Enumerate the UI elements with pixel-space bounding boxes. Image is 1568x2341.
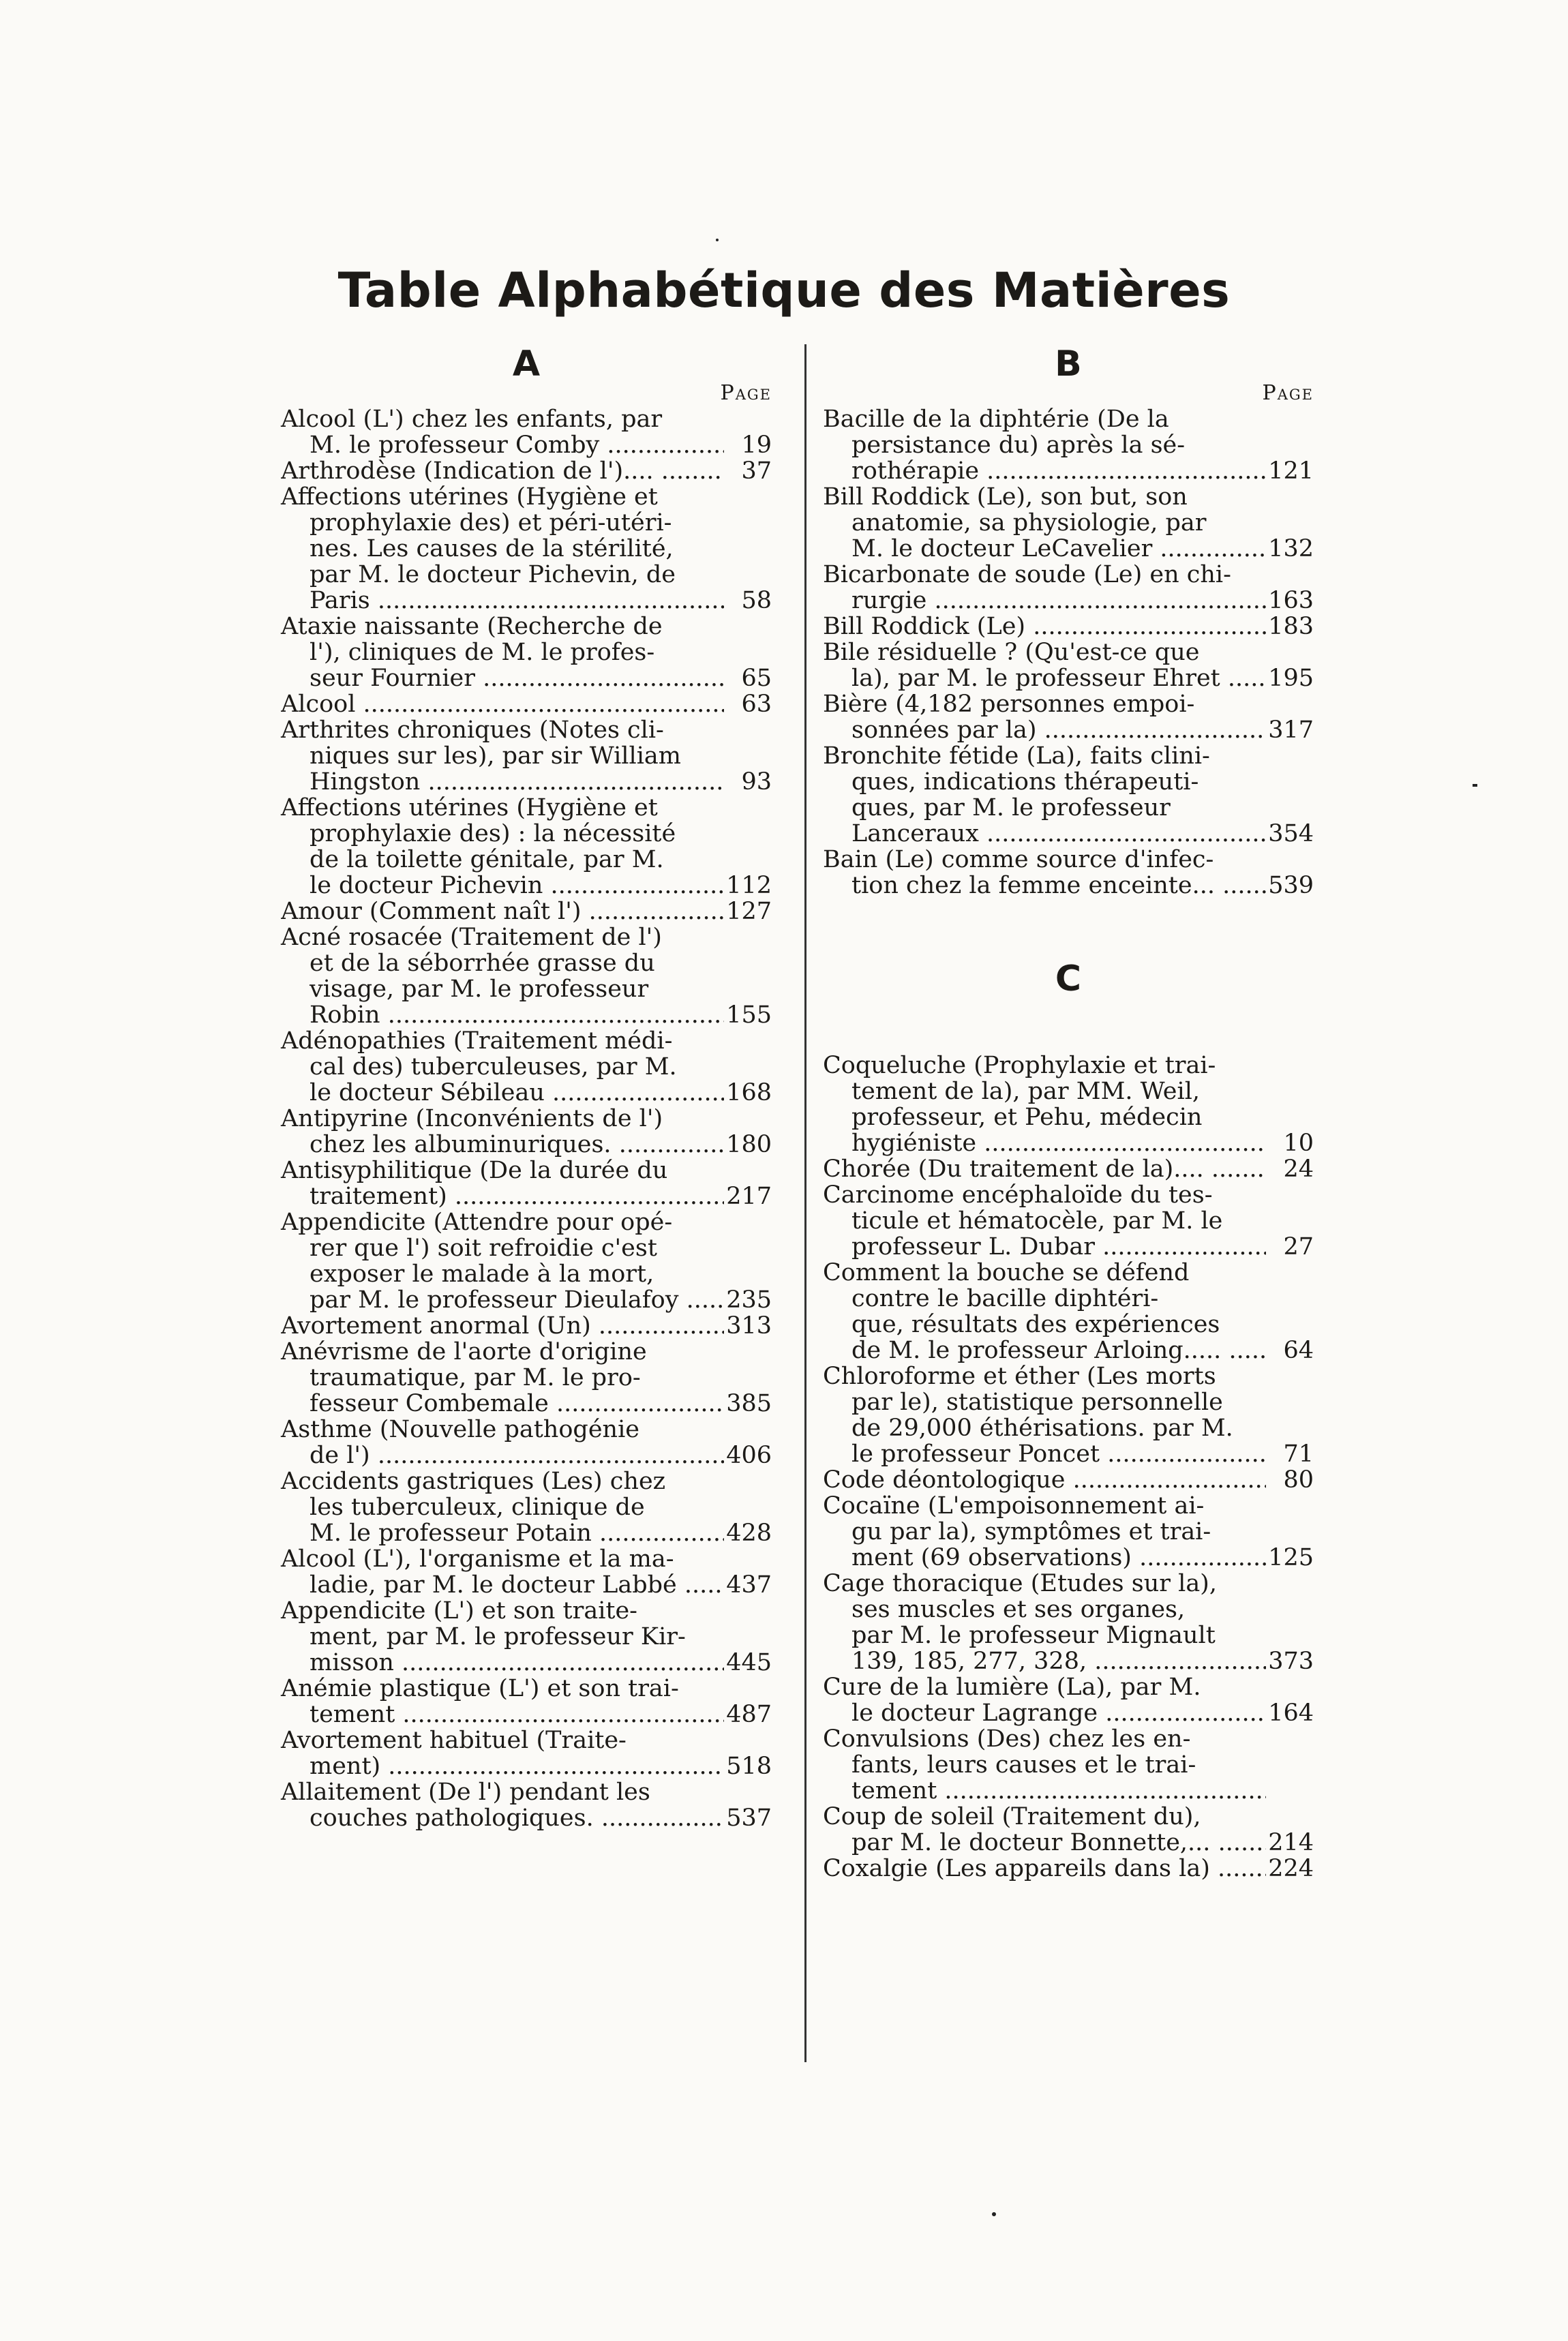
entry-text-line: Appendicite (L') et son traite-: [281, 1597, 638, 1625]
entry-text-line: ladie, par M. le docteur Labbé .....: [281, 1572, 724, 1598]
entry-text-line: Chorée (Du traitement de la).... .....: [823, 1156, 1266, 1182]
entry-text-line: Alcool (L') chez les enfants, par: [281, 406, 663, 433]
entry-text-line: Convulsions (Des) chez les en-: [823, 1725, 1191, 1753]
index-entry: [823, 1182, 1314, 1260]
entry-text-line: Lanceraux .....: [823, 821, 1266, 847]
entry-text-line: misson .....: [281, 1650, 724, 1676]
index-entry: [281, 1028, 772, 1106]
entry-text-line: traumatique, par M. le pro-: [310, 1364, 641, 1391]
index-entry: [823, 1467, 1314, 1493]
entry-text-line: ment (69 observations) .....: [823, 1545, 1266, 1571]
index-entry: [281, 484, 772, 614]
entry-text-line: persistance du) après la sé-: [851, 432, 1186, 459]
entry-text-line: Bill Roddick (Le) .....: [823, 614, 1266, 639]
entry-page-number: 132: [1268, 535, 1314, 562]
entry-text-line: ticule et hématocèle, par M. le: [851, 1207, 1223, 1235]
entry-page-number: 37: [741, 457, 772, 485]
entry-text-line: exposer le malade à la mort,: [310, 1260, 654, 1288]
entry-text-line: Chloroforme et éther (Les morts: [823, 1363, 1216, 1390]
entry-text-line: Adénopathies (Traitement médi-: [281, 1027, 673, 1055]
entry-page-number: 217: [726, 1183, 772, 1210]
page-column-header: Page: [720, 381, 772, 405]
entry-page-number: 537: [726, 1804, 772, 1832]
index-entry: [823, 1156, 1314, 1182]
entry-text-line: Coxalgie (Les appareils dans la) .....: [823, 1856, 1266, 1882]
section-letter-a: A: [512, 344, 541, 384]
entry-text-line: Affections utérines (Hygiène et: [281, 483, 658, 511]
entry-text-line: seur Fournier .....: [281, 665, 724, 691]
entry-page-number: 163: [1268, 587, 1314, 614]
entry-text-line: Ataxie naissante (Recherche de: [281, 613, 663, 640]
index-entry: [281, 1779, 772, 1831]
entry-text-line: Acné rosacée (Traitement de l'): [281, 924, 662, 951]
index-entry: [281, 1209, 772, 1313]
entry-text-line: M. le docteur LeCavelier .....: [823, 536, 1266, 562]
entry-page-number: 164: [1268, 1700, 1314, 1727]
entry-text-line: le professeur Poncet .....: [823, 1441, 1266, 1467]
entry-page-number: 445: [726, 1649, 772, 1676]
index-entry: [281, 1468, 772, 1546]
entry-text-line: 139, 185, 277, 328, .....: [823, 1648, 1266, 1674]
entry-text-line: Hingston .....: [281, 769, 724, 795]
entry-page-number: 10: [1283, 1130, 1314, 1157]
entry-text-line: fesseur Combemale .....: [281, 1391, 724, 1417]
entry-page-number: 373: [1268, 1648, 1314, 1675]
entry-page-number: 180: [726, 1131, 772, 1158]
scan-speck: [716, 239, 719, 241]
index-entry: [281, 1598, 772, 1676]
entry-text-line: Asthme (Nouvelle pathogénie: [281, 1416, 639, 1443]
entry-page-number: 183: [1268, 613, 1314, 640]
index-entry: [823, 847, 1314, 898]
entry-text-line: prophylaxie des) : la nécessité: [310, 820, 676, 847]
entry-text-line: Bile résiduelle ? (Qu'est-ce que: [823, 639, 1200, 666]
entry-text-line: Amour (Comment naît l') .....: [281, 898, 724, 924]
index-entry: [281, 1158, 772, 1209]
entry-text-line: professeur, et Pehu, médecin: [851, 1104, 1203, 1131]
entry-text-line: cal des) tuberculeuses, par M.: [310, 1053, 677, 1081]
entry-list-a: [281, 406, 772, 1831]
entry-text-line: le docteur Sébileau .....: [281, 1080, 724, 1106]
entry-text-line: par M. le docteur Bonnette,... .....: [823, 1830, 1266, 1856]
entry-text-line: Avortement anormal (Un) .....: [281, 1313, 724, 1339]
entry-text-line: sonnées par la) .....: [823, 717, 1266, 743]
entry-list-c: [823, 1053, 1314, 1882]
entry-text-line: Affections utérines (Hygiène et: [281, 794, 658, 821]
entry-text-line: contre le bacille diphtéri-: [851, 1285, 1159, 1312]
entry-page-number: 235: [726, 1286, 772, 1314]
entry-text-line: nes. Les causes de la stérilité,: [310, 535, 674, 562]
entry-page-number: 93: [741, 768, 772, 796]
index-entry: [281, 406, 772, 458]
entry-page-number: 80: [1283, 1466, 1314, 1494]
entry-page-number: 539: [1268, 872, 1314, 899]
index-entry: [823, 1804, 1314, 1856]
index-entry: [823, 562, 1314, 614]
index-column-left: [281, 346, 772, 1831]
entry-text-line: Cocaïne (L'empoisonnement ai-: [823, 1492, 1205, 1520]
entry-text-line: tement .....: [281, 1702, 724, 1727]
index-entry: [823, 639, 1314, 691]
entry-page-number: 437: [726, 1571, 772, 1599]
entry-text-line: par M. le docteur Pichevin, de: [310, 561, 676, 588]
index-entry: [281, 1339, 772, 1417]
entry-text-line: fants, leurs causes et le trai-: [851, 1751, 1196, 1779]
index-entry: [823, 614, 1314, 639]
entry-text-line: le docteur Pichevin .....: [281, 873, 724, 898]
index-entry: [823, 1260, 1314, 1363]
entry-text-line: ment) .....: [281, 1753, 724, 1779]
entry-text-line: professeur L. Dubar .....: [823, 1234, 1266, 1260]
entry-text-line: Robin .....: [281, 1002, 724, 1028]
entry-page-number: 127: [726, 898, 772, 925]
entry-text-line: par M. le professeur Mignault: [851, 1622, 1216, 1649]
entry-list-b: [823, 406, 1314, 898]
entry-text-line: ment, par M. le professeur Kir-: [310, 1623, 686, 1650]
entry-text-line: Arthrites chroniques (Notes cli-: [281, 716, 664, 744]
scan-speck: [1473, 784, 1477, 787]
entry-text-line: par M. le professeur Dieulafoy .....: [281, 1287, 724, 1313]
index-entry: [823, 743, 1314, 847]
entry-text-line: niques sur les), par sir William: [310, 742, 681, 770]
entry-page-number: 317: [1268, 716, 1314, 744]
entry-page-number: 214: [1268, 1829, 1314, 1856]
entry-text-line: Antisyphilitique (De la durée du: [281, 1157, 668, 1184]
entry-text-line: tement .....: [823, 1778, 1266, 1804]
entry-page-number: 125: [1268, 1544, 1314, 1571]
entry-text-line: de la toilette génitale, par M.: [310, 846, 664, 873]
index-entry: [281, 1546, 772, 1598]
entry-page-number: 19: [741, 432, 772, 459]
page-column-header: Page: [1262, 381, 1314, 405]
entry-text-line: rer que l') soit refroidie c'est: [310, 1235, 657, 1262]
entry-page-number: 27: [1283, 1233, 1314, 1260]
index-entry: [823, 1363, 1314, 1467]
entry-page-number: 354: [1268, 820, 1314, 847]
index-entry: [823, 691, 1314, 743]
entry-text-line: traitement) .....: [281, 1183, 724, 1209]
entry-text-line: rothérapie .....: [823, 458, 1266, 484]
entry-page-number: 428: [726, 1520, 772, 1547]
entry-page-number: 518: [726, 1753, 772, 1780]
entry-page-number: 224: [1268, 1855, 1314, 1882]
entry-text-line: Anévrisme de l'aorte d'origine: [281, 1338, 647, 1365]
entry-page-number: 71: [1283, 1440, 1314, 1468]
column-divider: [804, 344, 806, 2062]
index-entry: [823, 1674, 1314, 1726]
section-letter-b: B: [1055, 344, 1082, 384]
entry-text-line: rurgie .....: [823, 588, 1266, 614]
entry-text-line: de M. le professeur Arloing..... .....: [823, 1338, 1266, 1363]
index-entry: [281, 1313, 772, 1339]
entry-text-line: Arthrodèse (Indication de l').... .....: [281, 458, 724, 484]
entry-text-line: Comment la bouche se défend: [823, 1259, 1190, 1286]
index-entry: [281, 1727, 772, 1779]
entry-text-line: les tuberculeux, clinique de: [310, 1494, 645, 1521]
entry-text-line: Bain (Le) comme source d'infec-: [823, 846, 1214, 873]
entry-text-line: gu par la), symptômes et trai-: [851, 1518, 1211, 1545]
index-entry: [281, 691, 772, 717]
index-entry: [823, 1726, 1314, 1804]
entry-text-line: Accidents gastriques (Les) chez: [281, 1468, 666, 1495]
entry-text-line: Bill Roddick (Le), son but, son: [823, 483, 1188, 511]
entry-text-line: Bronchite fétide (La), faits clini-: [823, 742, 1210, 770]
entry-page-number: 155: [726, 1001, 772, 1029]
entry-text-line: par le), statistique personnelle: [851, 1389, 1223, 1416]
index-entry: [281, 614, 772, 691]
entry-page-number: 406: [726, 1442, 772, 1469]
entry-text-line: anatomie, sa physiologie, par: [851, 509, 1207, 537]
entry-page-number: 487: [726, 1701, 772, 1728]
entry-page-number: 195: [1268, 665, 1314, 692]
entry-text-line: Allaitement (De l') pendant les: [281, 1779, 650, 1806]
entry-text-line: M. le professeur Comby .....: [281, 432, 724, 458]
entry-text-line: ques, par M. le professeur: [851, 794, 1171, 821]
entry-text-line: tion chez la femme enceinte... .....: [823, 873, 1266, 898]
index-entry: [823, 1493, 1314, 1571]
entry-text-line: et de la séborrhée grasse du: [310, 950, 655, 977]
section-letter-c: C: [1055, 958, 1082, 999]
entry-page-number: 313: [726, 1312, 772, 1340]
index-entry: [823, 1571, 1314, 1674]
index-entry: [823, 406, 1314, 484]
entry-text-line: tement de la), par MM. Weil,: [851, 1078, 1201, 1105]
entry-page-number: 63: [741, 691, 772, 718]
entry-text-line: que, résultats des expériences: [851, 1311, 1220, 1338]
index-entry: [281, 924, 772, 1028]
entry-text-line: la), par M. le professeur Ehret .....: [823, 665, 1266, 691]
index-entry: [823, 1856, 1314, 1882]
index-entry: [281, 458, 772, 484]
entry-text-line: M. le professeur Potain .....: [281, 1520, 724, 1546]
entry-page-number: 24: [1283, 1156, 1314, 1183]
entry-text-line: Cage thoracique (Etudes sur la),: [823, 1570, 1217, 1597]
entry-text-line: l'), cliniques de M. le profes-: [310, 639, 655, 666]
entry-page-number: 58: [741, 587, 772, 614]
entry-text-line: Alcool (L'), l'organisme et la ma-: [281, 1545, 674, 1573]
entry-text-line: Bicarbonate de soude (Le) en chi-: [823, 561, 1231, 588]
entry-text-line: Antipyrine (Inconvénients de l'): [281, 1105, 663, 1132]
entry-text-line: couches pathologiques. .....: [281, 1805, 724, 1831]
entry-text-line: Appendicite (Attendre pour opé-: [281, 1209, 673, 1236]
entry-page-number: 121: [1268, 457, 1314, 485]
entry-text-line: Coqueluche (Prophylaxie et trai-: [823, 1052, 1216, 1079]
entry-text-line: Bacille de la diphtérie (De la: [823, 406, 1169, 433]
entry-page-number: 112: [726, 872, 772, 899]
index-entry: [823, 1053, 1314, 1156]
entry-text-line: ses muscles et ses organes,: [851, 1596, 1186, 1623]
index-entry: [281, 795, 772, 898]
entry-text-line: Alcool .....: [281, 691, 724, 717]
index-entry: [281, 717, 772, 795]
entry-text-line: Bière (4,182 personnes empoi-: [823, 691, 1195, 718]
entry-text-line: de l') .....: [281, 1443, 724, 1468]
entry-text-line: visage, par M. le professeur: [310, 976, 649, 1003]
entry-text-line: Cure de la lumière (La), par M.: [823, 1674, 1201, 1701]
entry-text-line: ques, indications thérapeuti-: [851, 768, 1199, 796]
entry-text-line: de 29,000 éthérisations. par M.: [851, 1415, 1233, 1442]
entry-page-number: 385: [726, 1390, 772, 1417]
entry-text-line: Anémie plastique (L') et son trai-: [281, 1675, 679, 1702]
index-entry: [281, 898, 772, 924]
entry-text-line: Coup de soleil (Traitement du),: [823, 1803, 1201, 1830]
entry-page-number: 168: [726, 1079, 772, 1106]
index-entry: [281, 1106, 772, 1158]
entry-page-number: 64: [1283, 1337, 1314, 1364]
entry-text-line: Paris .....: [281, 588, 724, 614]
index-entry: [281, 1676, 772, 1727]
entry-page-number: 65: [741, 665, 772, 692]
entry-text-line: Carcinome encéphaloïde du tes-: [823, 1181, 1213, 1209]
scan-speck: [992, 2212, 996, 2216]
entry-text-line: le docteur Lagrange .....: [823, 1700, 1266, 1726]
entry-text-line: chez les albuminuriques. .....: [281, 1132, 724, 1158]
entry-text-line: hygiéniste .....: [823, 1130, 1266, 1156]
index-column-right: [823, 346, 1314, 1882]
page-title: Table Alphabétique des Matières: [337, 262, 1231, 318]
entry-text-line: Code déontologique .....: [823, 1467, 1266, 1493]
entry-text-line: Avortement habituel (Traite-: [281, 1727, 627, 1754]
index-entry: [281, 1417, 772, 1468]
index-entry: [823, 484, 1314, 562]
entry-text-line: prophylaxie des) et péri-utéri-: [310, 509, 672, 537]
